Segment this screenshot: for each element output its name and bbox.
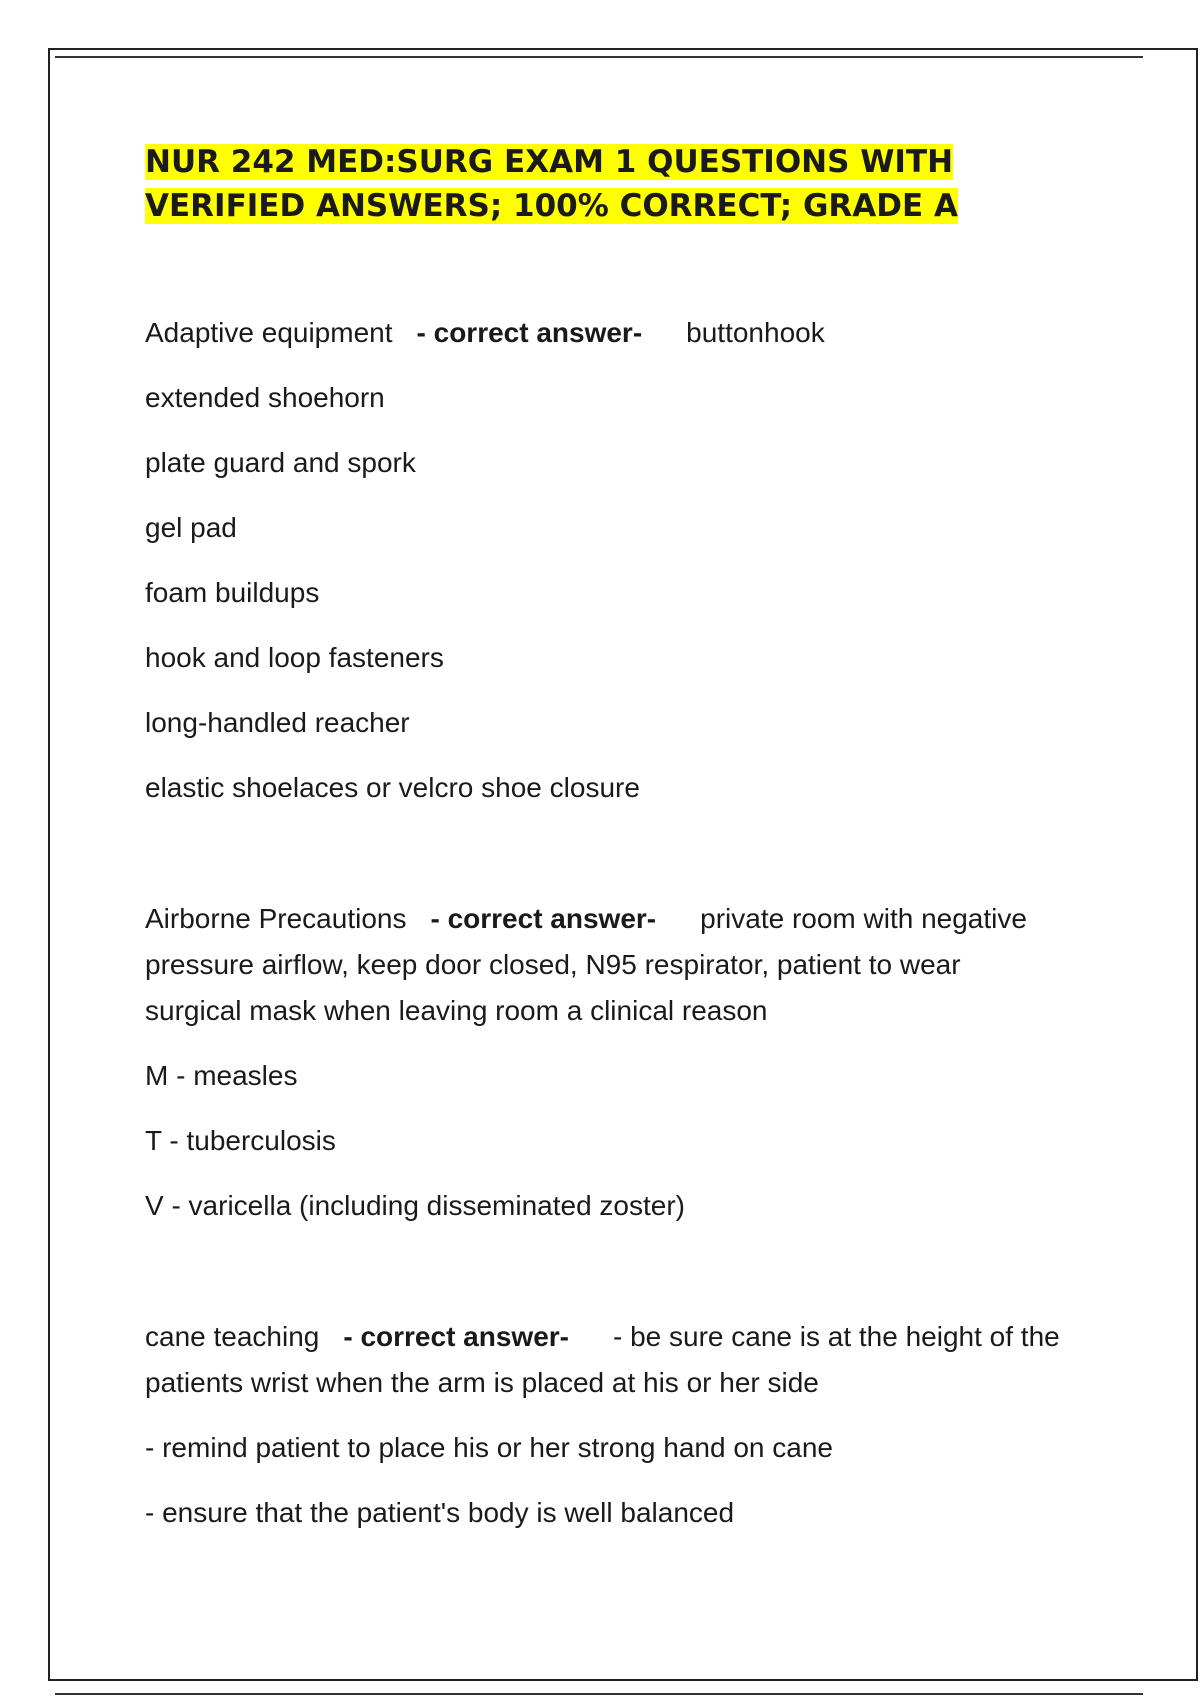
title-line-2: VERIFIED ANSWERS; 100% CORRECT; GRADE A	[145, 188, 958, 224]
answer-continuation: patients wrist when the arm is placed at his or her side	[145, 1367, 819, 1398]
footer-rule	[55, 1693, 1143, 1695]
entry-answer-start: buttonhook	[686, 317, 825, 348]
answer-line: long-handled reacher	[145, 707, 410, 738]
correct-answer-marker: - correct answer-	[343, 1321, 569, 1352]
correct-answer-marker: - correct answer-	[416, 317, 643, 348]
answer-line: T - tuberculosis	[145, 1125, 336, 1156]
entry-term: Adaptive equipment	[145, 317, 393, 348]
correct-answer-marker: - correct answer-	[430, 903, 657, 934]
answer-continuation: surgical mask when leaving room a clinical reason	[145, 995, 768, 1026]
answer-line: foam buildups	[145, 577, 320, 608]
answer-line: M - measles	[145, 1060, 298, 1091]
entry-heading	[145, 1314, 1105, 1360]
answer-line: - ensure that the patient's body is well balanced	[145, 1497, 735, 1528]
answer-line: elastic shoelaces or velcro shoe closure	[145, 772, 640, 803]
answer-line: plate guard and spork	[145, 447, 416, 478]
qa-entry-cane-teaching	[145, 1314, 1105, 1536]
document-body	[145, 140, 1105, 1536]
answer-line: gel pad	[145, 512, 237, 543]
header-rule	[55, 56, 1143, 58]
entry-term: cane teaching	[145, 1321, 320, 1352]
answer-line: hook and loop fasteners	[145, 642, 444, 673]
document-title	[145, 140, 1105, 228]
qa-entry-airborne-precautions	[145, 896, 1105, 1229]
entry-answer-start: private room with negative	[700, 903, 1027, 934]
qa-entry-adaptive-equipment	[145, 310, 1105, 811]
answer-line: V - varicella (including disseminated zoster)	[145, 1190, 685, 1221]
answer-continuation: pressure airflow, keep door closed, N95 respirator, patient to wear	[145, 949, 961, 980]
answer-line: - remind patient to place his or her strong hand on cane	[145, 1432, 833, 1463]
entry-answer-start: - be sure cane is at the height of the	[613, 1321, 1060, 1352]
title-line-1: NUR 242 MED:SURG EXAM 1 QUESTIONS WITH	[145, 144, 954, 180]
entry-term: Airborne Precautions	[145, 903, 407, 934]
answer-line: extended shoehorn	[145, 382, 385, 413]
entry-heading	[145, 310, 1105, 356]
entry-heading	[145, 896, 1105, 942]
